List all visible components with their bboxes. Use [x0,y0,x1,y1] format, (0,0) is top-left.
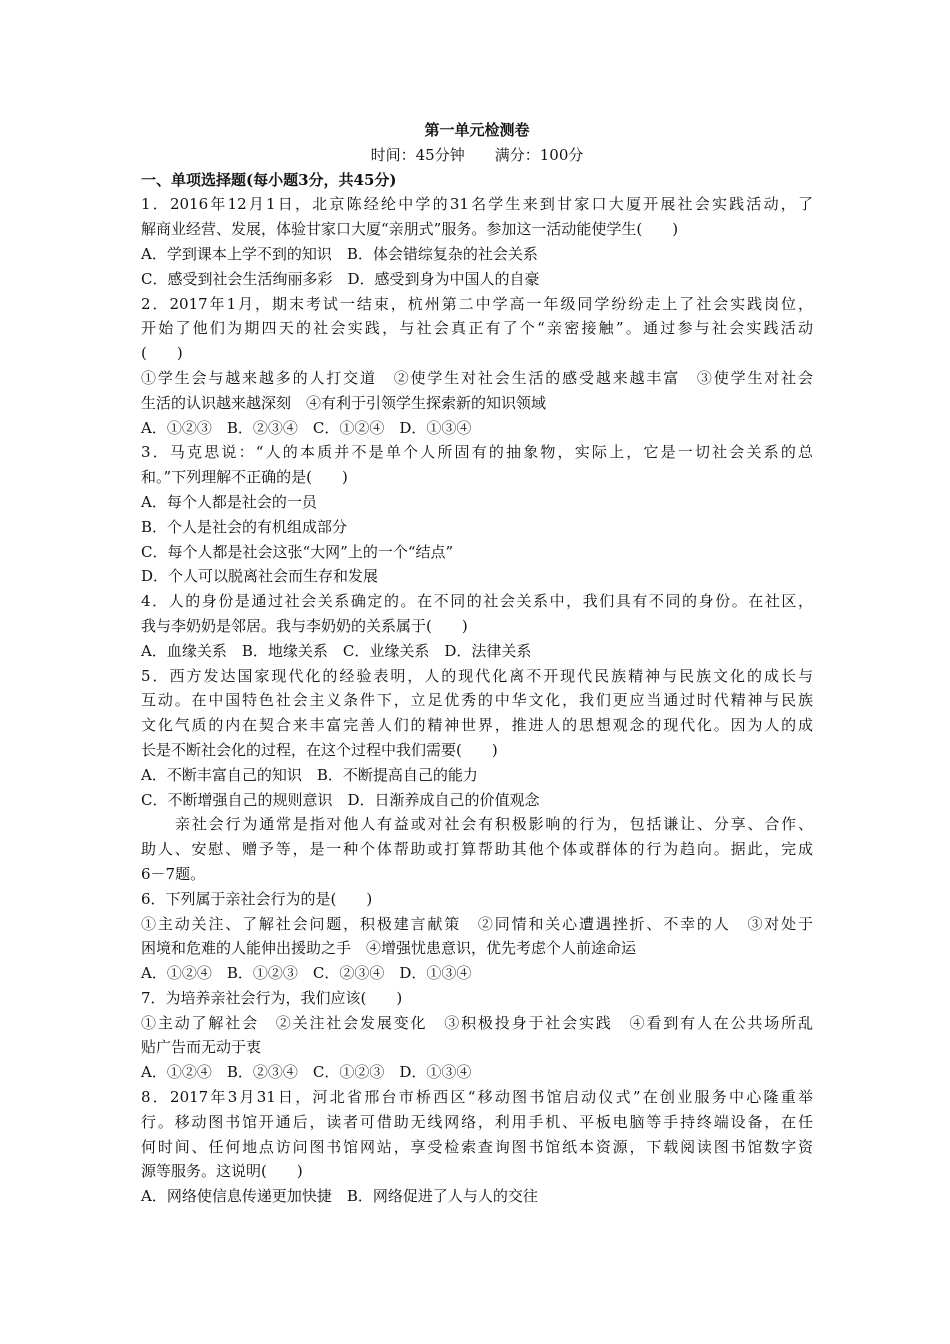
q8-stem-line1: 8．2017年3月31日，河北省邢台市桥西区“移动图书馆启动仪式”在创业服务中心隆重举 [141,1088,813,1107]
q1-stem-line2: 解商业经营、发展，体验甘家口大厦“亲朋式”服务。参加这一活动能使学生( ) [141,220,679,239]
q6-statements-line1: ①主动关注、了解社会问题，积极建言献策 ②同情和关心遭遇挫折、不幸的人 ③对处于 [141,914,813,933]
q3-option-a: A．每个人都是社会的一员 [141,492,317,511]
q8-options-ab: A．网络使信息传递更加快捷 B．网络促进了人与人的交往 [141,1187,538,1206]
q5-stem-line4: 长是不断社会化的过程，在这个过程中我们需要( ) [141,740,498,759]
q1-stem-line1: 1．2016年12月1日，北京陈经纶中学的31名学生来到甘家口大厦开展社会实践活动，了 [141,195,813,214]
q4-stem-line2: 我与李奶奶是邻居。我与李奶奶的关系属于( ) [141,616,468,635]
q2-options: A．①②③ B．②③④ C．①②④ D．①③④ [141,418,472,437]
exam-subtitle: 时间：45分钟 满分：100分 [370,145,584,164]
q5-stem-line2: 互动。在中国特色社会主义条件下，立足优秀的中华文化，我们更应当通过时代精神与民族 [141,691,813,710]
passage-line1: 亲社会行为通常是指对他人有益或对社会有积极影响的行为，包括谦让、分享、合作、 [175,815,813,834]
q3-option-c: C．每个人都是社会这张“大网”上的一个“结点” [141,542,454,561]
q2-stem-line1: 2．2017年1月，期末考试一结束，杭州第二中学高一年级同学纷纷走上了社会实践岗位， [141,294,813,313]
q6-statements-line2: 困境和危难的人能伸出援助之手 ④增强忧患意识，优先考虑个人前途命运 [141,939,637,958]
q2-stem-line3: ( ) [141,344,183,363]
passage-line2: 助人、安慰、赠予等，是一种个体帮助或打算帮助其他个体或群体的行为趋向。据此，完成 [141,840,813,859]
q4-stem-line1: 4．人的身份是通过社会关系确定的。在不同的社会关系中，我们具有不同的身份。在社区， [141,592,813,611]
q7-stem: 7．为培养亲社会行为，我们应该( ) [141,988,403,1007]
q7-statements-line2: 贴广告而无动于衷 [141,1038,262,1057]
q2-stem-line2: 开始了他们为期四天的社会实践，与社会真正有了个“亲密接触”。通过参与社会实践活动 [141,319,813,338]
section-heading: 一、单项选择题(每小题3分，共45分) [141,170,397,189]
q1-options-ab: A．学到课本上学不到的知识 B．体会错综复杂的社会关系 [141,244,538,263]
q5-stem-line1: 5．西方发达国家现代化的经验表明，人的现代化离不开现代民族精神与民族文化的成长与 [141,666,813,685]
q8-stem-line4: 源等服务。这说明( ) [141,1162,303,1181]
exam-title: 第一单元检测卷 [424,121,530,139]
q5-options-cd: C．不断增强自己的规则意识 D．日渐养成自己的价值观念 [141,790,540,809]
exam-page [141,118,813,1209]
q2-statements-line1: ①学生会与越来越多的人打交道 ②使学生对社会生活的感受越来越丰富 ③使学生对社会 [141,368,813,387]
q5-stem-line3: 文化气质的内在契合来丰富完善人们的精神世界，推进人的思想观念的现代化。因为人的成 [141,716,813,735]
q3-option-d: D．个人可以脱离社会而生存和发展 [141,567,379,586]
q4-options: A．血缘关系 B．地缘关系 C．业缘关系 D．法律关系 [141,641,532,660]
q7-statements-line1: ①主动了解社会 ②关注社会发展变化 ③积极投身于社会实践 ④看到有人在公共场所乱 [141,1013,813,1032]
q3-stem-line2: 和。”下列理解不正确的是( ) [141,468,348,487]
q1-options-cd: C．感受到社会生活绚丽多彩 D．感受到身为中国人的自豪 [141,269,540,288]
q3-option-b: B．个人是社会的有机组成部分 [141,517,348,536]
q2-statements-line2: 生活的认识越来越深刻 ④有利于引领学生探索新的知识领域 [141,393,547,412]
q8-stem-line2: 行。移动图书馆开通后，读者可借助无线网络，利用手机、平板电脑等手持终端设备，在任 [141,1112,813,1131]
q3-stem-line1: 3．马克思说：“人的本质并不是单个人所固有的抽象物，实际上，它是一切社会关系的总 [141,443,813,462]
passage-line3: 6－7题。 [141,864,206,883]
q7-options: A．①②④ B．②③④ C．①②③ D．①③④ [141,1063,472,1082]
q6-options: A．①②④ B．①②③ C．②③④ D．①③④ [141,964,472,983]
q8-stem-line3: 何时间、任何地点访问图书馆网站，享受检索查询图书馆纸本资源，下载阅读图书馆数字资 [141,1137,813,1156]
q5-options-ab: A．不断丰富自己的知识 B．不断提高自己的能力 [141,765,478,784]
q6-stem: 6．下列属于亲社会行为的是( ) [141,889,373,908]
